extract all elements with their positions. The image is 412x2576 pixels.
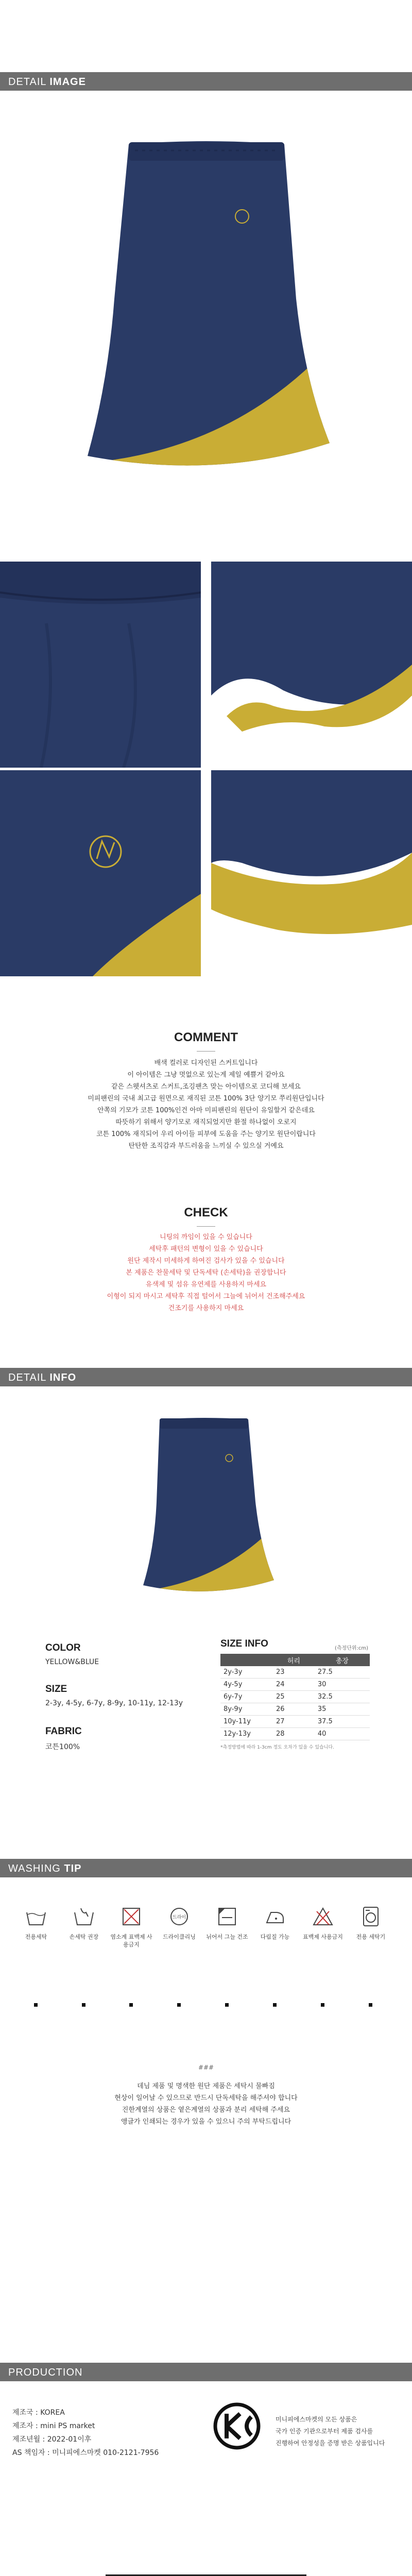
wash-label: 뉘어서 그늘 건조 <box>206 1934 248 1940</box>
table-cell: 35 <box>315 1703 370 1716</box>
table-row <box>220 1728 370 1740</box>
wash-notes <box>82 2080 330 2128</box>
table-cell: 4y-5y <box>220 1679 273 1691</box>
size-table <box>220 1654 370 1740</box>
section-header-detail-info <box>0 1368 412 1386</box>
svg-text:드라이: 드라이 <box>172 1915 186 1920</box>
size-info-unit: (측정단위:cm) <box>335 1646 369 1651</box>
wash-item <box>108 1906 154 1948</box>
closeup-lining-photo <box>211 770 412 976</box>
section-header-washing-tip <box>0 1859 412 1877</box>
wash-marker <box>369 2003 372 2007</box>
wash-label: 전용 세탁기 <box>356 1934 386 1940</box>
wash-label: 전용세탁 <box>25 1934 47 1940</box>
table-row <box>220 1716 370 1728</box>
wash-label: 표백제 사용금지 <box>303 1934 343 1940</box>
comment-line: 따뜻하기 위해서 양기모로 재직되었지만 환절 하나없이 오로지 <box>115 1118 297 1126</box>
no-bleach-icon <box>120 1906 143 1927</box>
kc-certification-icon <box>211 2398 263 2460</box>
comment-line: 탄탄한 조직감과 부드러움을 느끼실 수 있으실 거예요 <box>128 1142 284 1150</box>
wash-item <box>348 1906 394 1941</box>
section-header-detail-image <box>0 72 412 91</box>
kc-description <box>276 2414 404 2449</box>
comment-line: 안쪽의 기모가 코튼 100%인건 아마 미피팬린의 원단이 유일할거 같은데요 <box>97 1107 315 1114</box>
closeup-waistband-photo <box>0 562 201 768</box>
table-header <box>220 1654 273 1666</box>
check-divider <box>197 1226 215 1227</box>
fabric-label: FABRIC <box>45 1726 82 1737</box>
size-table-header <box>220 1654 370 1666</box>
comment-line: 이 아이템은 그냥 멋없으로 있는게 제일 예쁠거 같아요 <box>127 1071 285 1079</box>
kc-line: 미니피에스마켓의 모든 상품은 <box>276 2416 357 2423</box>
table-header: 허리 <box>273 1654 315 1666</box>
dry-clean-icon <box>168 1906 191 1927</box>
wash-note-line: 현상이 일어날 수 있으므로 반드시 단독세탁을 해주셔야 합니다 <box>114 2094 298 2102</box>
wash-item <box>156 1906 202 1941</box>
size-value: 2-3y, 4-5y, 6-7y, 8-9y, 10-11y, 12-13y <box>45 1699 183 1707</box>
table-cell: 10y-11y <box>220 1716 273 1728</box>
table-cell: 37.5 <box>315 1716 370 1728</box>
table-cell: 28 <box>273 1728 315 1740</box>
check-line: 원단 제작시 미세하게 하여진 검사가 있을 수 있습니다 <box>127 1257 285 1265</box>
production-line: 제조년월 : 2022-01이후 <box>12 2435 92 2444</box>
check-line: 이형이 되지 마시고 세탁후 직접 털어서 그늘에 뉘어서 건조해주세요 <box>107 1293 305 1300</box>
comment-text <box>82 1057 330 1152</box>
check-line: 본 제품은 찬물세탁 및 단독세탁 (손세탁)을 권장합니다 <box>126 1269 286 1277</box>
iron-icon <box>264 1906 286 1927</box>
table-cell: 23 <box>273 1666 315 1679</box>
section-title-a: DETAIL <box>8 1372 50 1383</box>
table-cell: 6y-7y <box>220 1691 273 1703</box>
table-cell: 32.5 <box>315 1691 370 1703</box>
comment-line: 같은 스웻셔츠로 스커트,조깅팬츠 맞는 아이템으로 코디해 보세요 <box>111 1083 301 1091</box>
fabric-value: 코튼100% <box>45 1743 80 1751</box>
wash-note-line: 앵글가 인쇄되는 경우가 있을 수 있으니 주의 부탁드립니다 <box>121 2118 291 2126</box>
wash-marker <box>225 2003 229 2007</box>
kc-line: 국가 인증 기관으로부터 제품 검사를 <box>276 2428 373 2435</box>
color-label: COLOR <box>45 1642 81 1653</box>
check-line: 니팅의 까임이 있을 수 있습니다 <box>160 1233 252 1241</box>
no-bleach-icon <box>312 1906 334 1927</box>
comment-line: 배색 컬러로 디자인된 스커트입니다 <box>154 1059 258 1067</box>
section-title-b: INFO <box>49 1372 77 1383</box>
table-cell: 2y-3y <box>220 1666 273 1679</box>
check-line: 세탁후 패턴의 변형이 있을 수 있습니다 <box>149 1245 263 1253</box>
table-cell: 30 <box>315 1679 370 1691</box>
skirt-photo-info <box>103 1394 309 1610</box>
table-cell: 8y-9y <box>220 1703 273 1716</box>
kc-mark <box>211 2398 263 2462</box>
section-title-b: IMAGE <box>49 76 86 88</box>
section-title-a: PRODUCTION <box>8 2367 83 2378</box>
wash-label: 다림질 가능 <box>260 1934 290 1940</box>
wash-note-marker: ### <box>198 2064 214 2071</box>
table-row <box>220 1679 370 1691</box>
section-title-a: WASHING <box>8 1863 64 1874</box>
washer-icon <box>359 1906 382 1927</box>
color-value: YELLOW&BLUE <box>45 1658 99 1666</box>
closeup-hem-photo <box>211 562 412 768</box>
wash-label: 드라이클리닝 <box>163 1934 196 1940</box>
table-cell: 40 <box>315 1728 370 1740</box>
wash-marker <box>82 2003 85 2007</box>
size-info-title: SIZE INFO <box>220 1638 268 1649</box>
table-cell: 25 <box>273 1691 315 1703</box>
wash-item <box>61 1906 107 1941</box>
check-title: CHECK <box>184 1206 228 1219</box>
section-header-production <box>0 2363 412 2381</box>
shade-dry-icon <box>216 1906 238 1927</box>
production-line: 제조국 : KOREA <box>12 2409 65 2417</box>
check-line: 건조기를 사용하지 마세요 <box>168 1304 244 1312</box>
table-cell: 27.5 <box>315 1666 370 1679</box>
section-title-a: DETAIL <box>8 76 50 88</box>
table-row <box>220 1691 370 1703</box>
comment-divider <box>197 1051 215 1052</box>
size-table-wrap <box>220 1654 370 1750</box>
table-header: 총장 <box>315 1654 370 1666</box>
size-label: SIZE <box>45 1684 67 1694</box>
closeup-logo-photo <box>0 770 201 976</box>
table-cell: 26 <box>273 1703 315 1716</box>
section-title-b: TIP <box>64 1863 82 1874</box>
check-text <box>82 1231 330 1314</box>
wash-note-line: 데님 제품 및 명색한 원단 제품은 세탁시 물빠짐 <box>137 2082 275 2090</box>
production-line: AS 책임자 : 미니피에스마켓 010-2121-7956 <box>12 2449 159 2457</box>
size-table-note: *측정방법에 따라 1-3cm 정도 오차가 있을 수 있습니다. <box>220 1745 334 1750</box>
wash-item <box>252 1906 298 1941</box>
table-cell: 24 <box>273 1679 315 1691</box>
wash-item <box>300 1906 346 1941</box>
comment-title: COMMENT <box>174 1030 238 1044</box>
comment-line: 코튼 100% 재직되어 우리 아이들 피부에 도움을 주는 양기모 원단이랍니다 <box>96 1130 316 1138</box>
wash-marker <box>321 2003 324 2007</box>
comment-line: 미피팬린의 국내 최고급 원면으로 재직된 코튼 100% 3단 양기모 쭈리원단입니다 <box>88 1095 324 1103</box>
wash-label: 염소계 표백제 사용금지 <box>110 1934 152 1948</box>
wash-item <box>13 1906 59 1941</box>
wash-item <box>204 1906 250 1941</box>
skirt-photo-main <box>0 93 412 505</box>
wash-marker <box>129 2003 133 2007</box>
hand-wash-icon <box>73 1906 95 1927</box>
table-cell: 12y-13y <box>220 1728 273 1740</box>
wash-marker <box>273 2003 277 2007</box>
table-cell: 27 <box>273 1716 315 1728</box>
check-line: 유색제 및 섬유 유연제를 사용하지 마세요 <box>145 1281 267 1289</box>
wash-marker <box>34 2003 38 2007</box>
hand-wash-icon <box>25 1906 47 1927</box>
table-row <box>220 1703 370 1716</box>
production-line: 제조자 : mini PS market <box>12 2422 95 2430</box>
wash-marker <box>177 2003 181 2007</box>
wash-note-line: 진한계열의 상품은 옅은계열의 상품과 분리 세탁해 주세요 <box>122 2106 290 2114</box>
wash-label: 손세탁 권장 <box>69 1934 99 1940</box>
table-row <box>220 1666 370 1679</box>
kc-line: 진행하여 안정성을 증명 받은 상품입니다 <box>276 2439 385 2447</box>
